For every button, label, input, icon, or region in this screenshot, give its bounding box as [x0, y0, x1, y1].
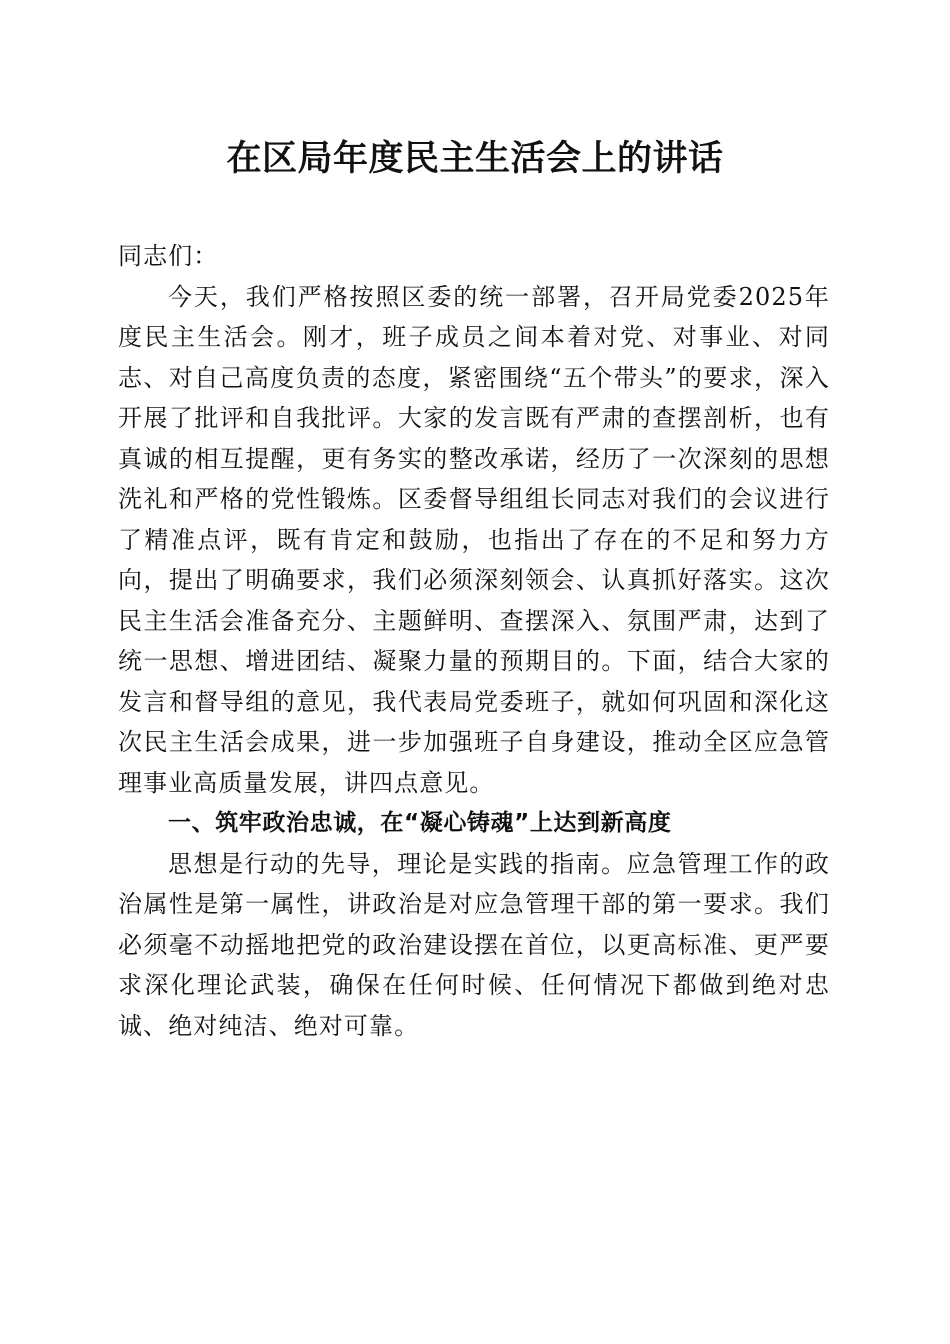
document-title: 在区局年度民主生活会上的讲话	[226, 138, 724, 179]
salutation: 同志们：	[118, 242, 219, 270]
intro-paragraph: 今天，我们严格按照区委的统一部署，召开局党委2025年度民主生活会。刚才，班子成员之间本着对党、对事业、对同志、对自己高度负责的态度，紧密围绕“五个带头”的要求，深入开展了批评和自我批评。大家的发言既有严肃的查摆剖析，也有真诚的相互提醒，更有务实的整改承诺，经历了一次深刻的思想洗礼和严格的党性锻炼。区委督导组组长同志对我们的会议进行了精准点评，既有肯定和鼓励，也指出了存在的不足和努力方向，提出了明确要求，我们必须深刻领会、认真抓好落实。这次民主生活会准备充分、主题鲜明、查摆深入、氛围严肃，达到了统一思想、增进团结、凝聚力量的预期目的。下面，结合大家的发言和督导组的意见，我代表局党委班子，就如何巩固和深化这次民主生活会成果，进一步加强班子自身建设，推动全区应急管理事业高质量发展，讲四点意见。	[118, 282, 830, 797]
section-1-heading: 一、筑牢政治忠诚，在“凝心铸魂”上达到新高度	[168, 810, 672, 836]
document-body	[118, 236, 830, 1046]
section-1-paragraph: 思想是行动的先导，理论是实践的指南。应急管理工作的政治属性是第一属性，讲政治是对应急管理干部的第一要求。我们必须毫不动摇地把党的政治建设摆在首位，以更高标准、更严要求深化理论武装，确保在任何时候、任何情况下都做到绝对忠诚、绝对纯洁、绝对可靠。	[118, 849, 830, 1040]
